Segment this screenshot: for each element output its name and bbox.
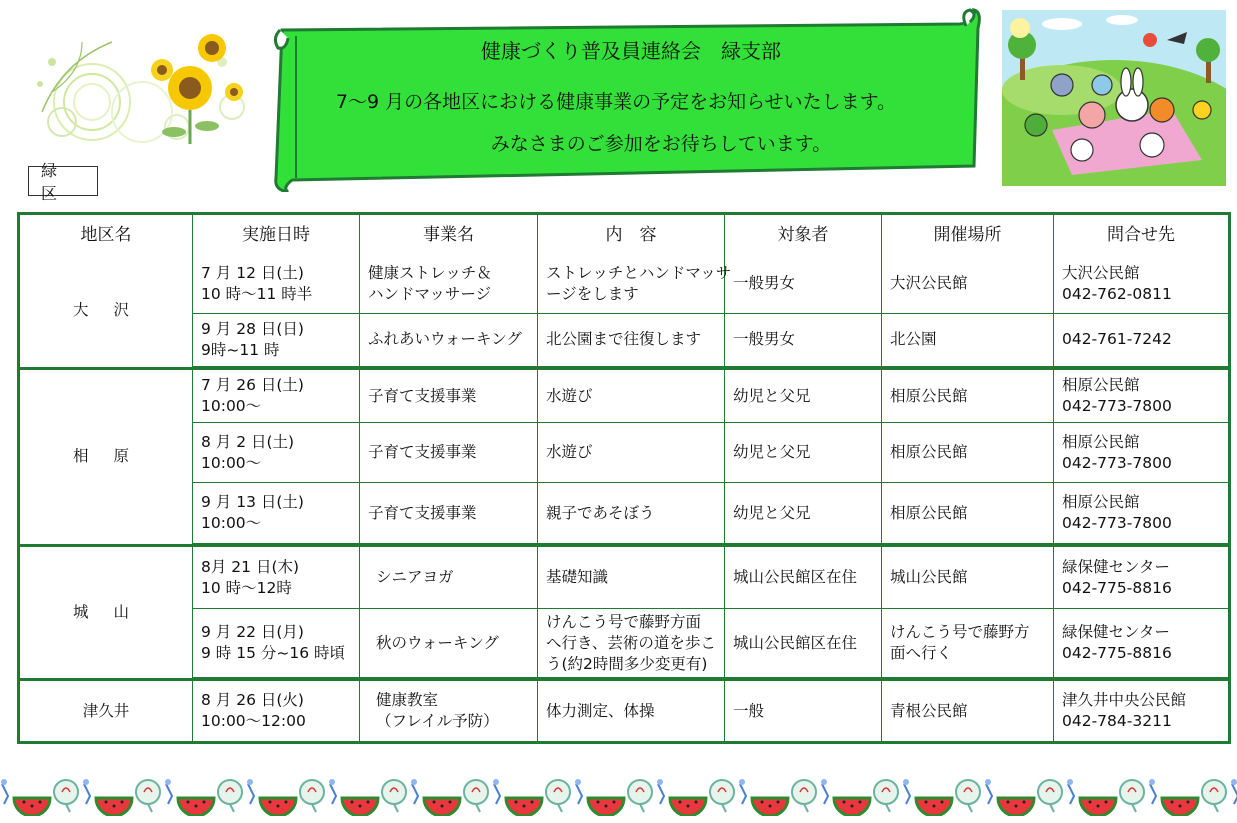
date-cell: 8 月 2 日(土) 10:00～: [193, 423, 360, 483]
target-cell: 一般: [725, 678, 882, 741]
district-cell: 津久井: [20, 678, 193, 741]
target-cell: 幼児と父兄: [725, 423, 882, 483]
contact-cell: 相原公民館 042-773-7800: [1054, 423, 1228, 483]
date-cell: 7 月 26 日(土) 10:00～: [193, 367, 360, 424]
target-cell: 一般男女: [725, 314, 882, 367]
area-label: 緑 区: [28, 166, 98, 196]
column-header: 地区名: [20, 215, 193, 255]
table-row: [20, 544, 1228, 609]
contact-cell: 大沢公民館 042-762-0811: [1054, 255, 1228, 314]
column-header: 対象者: [725, 215, 882, 255]
event-cell: ふれあいウォーキング: [360, 314, 538, 367]
date-cell: 9 月 22 日(月) 9 時 15 分~16 時頃: [193, 609, 360, 678]
picnic-animals-illustration: [1002, 10, 1226, 186]
content-cell: 基礎知識: [538, 544, 725, 609]
table-row: [20, 483, 1228, 544]
target-cell: 一般男女: [725, 255, 882, 314]
event-cell: 健康教室 （フレイル予防）: [360, 678, 538, 741]
table-row: [20, 609, 1228, 678]
contact-cell: 緑保健センター 042-775-8816: [1054, 544, 1228, 609]
date-cell: 9 月 13 日(土) 10:00～: [193, 483, 360, 544]
district-cell: 大 沢: [20, 255, 193, 367]
event-cell: 子育て支援事業: [360, 423, 538, 483]
contact-cell: 緑保健センター 042-775-8816: [1054, 609, 1228, 678]
content-cell: 水遊び: [538, 423, 725, 483]
content-cell: 北公園まで往復します: [538, 314, 725, 367]
place-cell: 相原公民館: [882, 367, 1054, 424]
content-cell: けんこう号で藤野方面 へ行き、芸術の道を歩こ う(約2時間多少変更有): [538, 609, 725, 678]
column-header: 実施日時: [193, 215, 360, 255]
place-cell: 相原公民館: [882, 423, 1054, 483]
contact-cell: 042-761-7242: [1054, 314, 1228, 367]
event-cell: 健康ストレッチ＆ ハンドマッサージ: [360, 255, 538, 314]
intro-line: 7～9 月の各地区における健康事業の予定をお知らせいたします。: [335, 91, 897, 113]
column-header: 内 容: [538, 215, 725, 255]
table-row: [20, 255, 1228, 314]
table-row: [20, 367, 1228, 424]
place-cell: 大沢公民館: [882, 255, 1054, 314]
title-banner: [270, 8, 982, 192]
content-cell: 体力測定、体操: [538, 678, 725, 741]
district-cell: 城 山: [20, 544, 193, 678]
district-cell: 相 原: [20, 367, 193, 545]
content-cell: 水遊び: [538, 367, 725, 424]
page-title: 健康づくり普及員連絡会 緑支部: [481, 39, 781, 63]
header-row: [20, 215, 1228, 255]
event-schedule-table: [17, 212, 1231, 744]
column-header: 問合せ先: [1054, 215, 1228, 255]
table-row: [20, 678, 1228, 741]
date-cell: 7 月 12 日(土) 10 時～11 時半: [193, 255, 360, 314]
event-cell: 子育て支援事業: [360, 367, 538, 424]
invite-line: みなさまのご参加をお待ちしています。: [490, 133, 832, 155]
column-header: 事業名: [360, 215, 538, 255]
target-cell: 城山公民館区在住: [725, 609, 882, 678]
contact-cell: 相原公民館 042-773-7800: [1054, 367, 1228, 424]
place-cell: 青根公民館: [882, 678, 1054, 741]
date-cell: 8 月 26 日(火) 10:00～12:00: [193, 678, 360, 741]
sunflower-illustration: [22, 22, 252, 152]
place-cell: 城山公民館: [882, 544, 1054, 609]
content-cell: ストレッチとハンドマッサ ージをします: [538, 255, 725, 314]
place-cell: 北公園: [882, 314, 1054, 367]
event-cell: シニアヨガ: [360, 544, 538, 609]
target-cell: 幼児と父兄: [725, 483, 882, 544]
date-cell: 9 月 28 日(日) 9時~11 時: [193, 314, 360, 367]
event-cell: 秋のウォーキング: [360, 609, 538, 678]
place-cell: けんこう号で藤野方 面へ行く: [882, 609, 1054, 678]
place-cell: 相原公民館: [882, 483, 1054, 544]
target-cell: 幼児と父兄: [725, 367, 882, 424]
watermelon-fan-border: [0, 772, 1237, 816]
target-cell: 城山公民館区在住: [725, 544, 882, 609]
event-cell: 子育て支援事業: [360, 483, 538, 544]
table-row: [20, 314, 1228, 367]
content-cell: 親子であそぼう: [538, 483, 725, 544]
contact-cell: 津久井中央公民館 042-784-3211: [1054, 678, 1228, 741]
date-cell: 8月 21 日(木) 10 時～12時: [193, 544, 360, 609]
contact-cell: 相原公民館 042-773-7800: [1054, 483, 1228, 544]
table-row: [20, 423, 1228, 483]
column-header: 開催場所: [882, 215, 1054, 255]
